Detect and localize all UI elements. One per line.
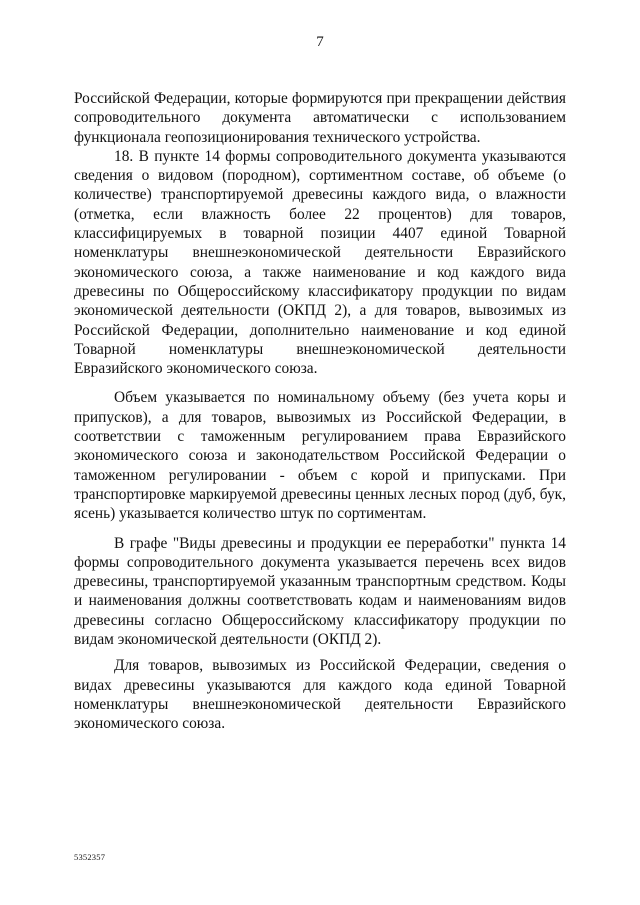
paragraph-volume: Объем указывается по номинальному объему (без учета коры и припусков), а для товаров, вывозимых из Российской Федерации, в соответствии с таможенным регулированием права Евразийского экономического союза и законодательством Российской Федерации о таможенном регулировании - объем с корой и припусками. При транспортировке маркируемой древесины ценных лесных пород (дуб, бук, ясень) указывается количество штук по сортиментам.: [74, 389, 566, 523]
paragraph-continuation: Российской Федерации, которые формируются при прекращении действия сопроводительного документа автоматически с использованием функционала геопозиционирования технического устройства.: [74, 90, 566, 146]
paragraph-export-goods: Для товаров, вывозимых из Российской Федерации, сведения о видах древесины указываются для каждого кода единой Товарной номенклатуры внешнеэкономической деятельности Евразийского экономического союза.: [74, 657, 566, 733]
paragraph-item-18: 18. В пункте 14 формы сопроводительного документа указываются сведения о видовом (породном), сортиментном составе, об объеме (о количестве) транспортируемой древесины каждого вида, о влажности (отметка, если влажность более 22 процентов) для товаров, классифицируемых в товарной позиции 4407 единой Товарной номенклатуры внешнеэкономической деятельности Евразийского экономического союза, а также наименование и код каждого вида древесины по Общероссийскому классификатору продукции по видам экономической деятельности (ОКПД 2), а для товаров, вывозимых из Российской Федерации, дополнительно наименование и код единой Товарной номенклатуры внешнеэкономической деятельности Евразийского экономического союза.: [74, 147, 566, 378]
document-code: 5352357: [74, 852, 106, 862]
document-body: [74, 89, 566, 734]
page-number: 7: [316, 34, 324, 50]
paragraph-wood-types: В графе "Виды древесины и продукции ее переработки" пункта 14 формы сопроводительного документа указывается перечень всех видов древесины, транспортируемой указанным транспортным средством. Коды и наименования должны соответствовать кодам и наименованиям видов древесины согласно Общероссийскому классификатору продукции по видам экономической деятельности (ОКПД 2).: [74, 534, 566, 649]
